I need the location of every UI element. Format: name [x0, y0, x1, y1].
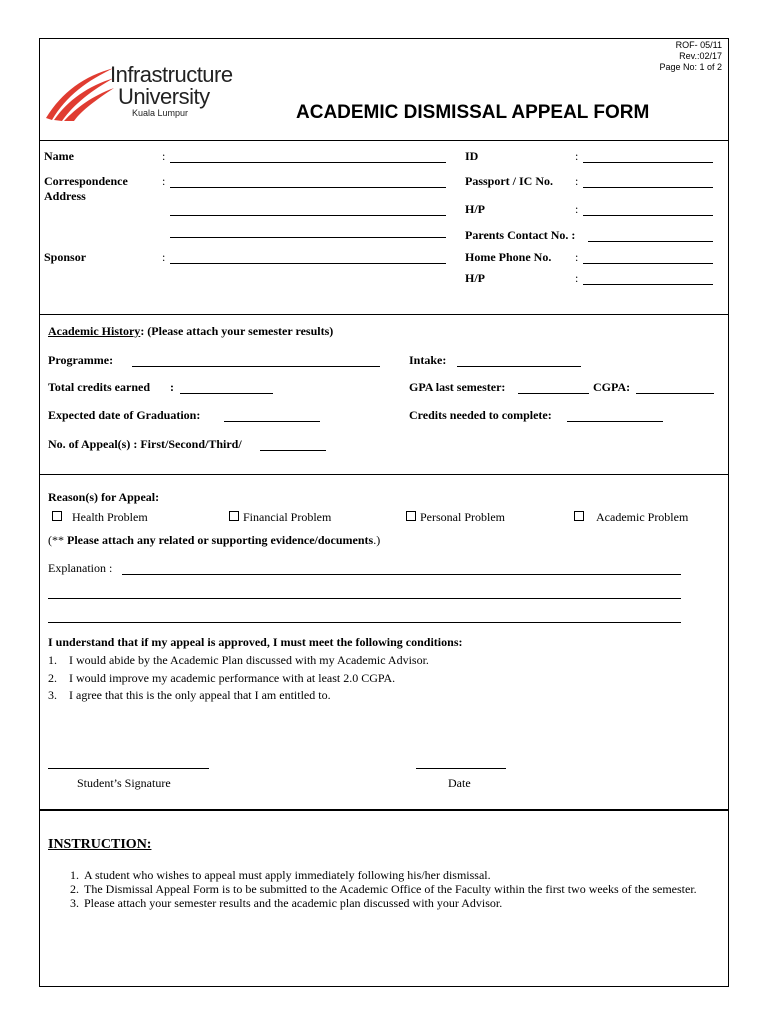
hp2-colon: :: [575, 271, 579, 285]
intake-field[interactable]: [457, 366, 581, 367]
cgpa-field[interactable]: [636, 393, 714, 394]
name-label: Name: [44, 149, 74, 163]
appeals-label: No. of Appeal(s) : First/Second/Third/: [48, 437, 242, 451]
logo-line2: University: [118, 84, 210, 109]
evidence-note-text: Please attach any related or supporting evidence/documents: [67, 533, 374, 547]
home-phone-label: Home Phone No.: [465, 250, 552, 264]
reason-academic-checkbox[interactable]: [574, 510, 688, 525]
logo-line1: Infrastructure: [110, 62, 233, 87]
programme-label: Programme:: [48, 353, 114, 367]
divider-personal: [39, 314, 729, 315]
id-colon: :: [575, 149, 579, 163]
condition-2-text: I would improve my academic performance with at least 2.0 CGPA.: [69, 671, 396, 685]
conditions-title: I understand that if my appeal is approved, I must meet the following conditions:: [48, 635, 463, 649]
total-credits-label: Total credits earned: [48, 380, 150, 394]
academic-history-heading: [48, 324, 333, 339]
total-credits-colon: :: [170, 380, 174, 394]
divider-instruction: [39, 809, 729, 811]
doc-ref-page: Page No: 1 of 2: [659, 62, 722, 72]
doc-ref-rev: Rev.:02/17: [679, 51, 722, 61]
graduation-field[interactable]: [224, 421, 320, 422]
correspondence-label-1: Correspondence: [44, 174, 128, 188]
address-field-line1[interactable]: [170, 187, 446, 188]
condition-2-num: 2.: [48, 671, 57, 685]
gpa-label: GPA last semester:: [409, 380, 506, 394]
checkbox-icon: [406, 511, 416, 521]
reason-health-label: Health Problem: [72, 510, 148, 524]
doc-ref-rof: ROF- 05/11: [675, 40, 722, 50]
explanation-field-line2[interactable]: [48, 598, 681, 599]
instruction-item-1: 1. A student who wishes to appeal must apply immediately following his/her dismissal.: [82, 868, 742, 882]
cgpa-label: CGPA:: [593, 380, 631, 394]
hp2-field[interactable]: [583, 284, 713, 285]
checkbox-icon: [574, 511, 584, 521]
doc-ref: [659, 40, 722, 73]
parents-contact-label: Parents Contact No. :: [465, 228, 576, 242]
evidence-note-open: (**: [48, 533, 67, 547]
hp2-label: H/P: [465, 271, 485, 285]
instruction-item-3: 3. Please attach your semester results and the academic plan discussed with your Advisor.: [82, 896, 742, 910]
instruction-item-2: 2. The Dismissal Appeal Form is to be submitted to the Academic Office of the Faculty within the first two weeks of the semester.: [82, 882, 742, 896]
condition-1-text: I would abide by the Academic Plan discussed with my Academic Advisor.: [69, 653, 429, 667]
passport-field[interactable]: [583, 187, 713, 188]
id-field[interactable]: [583, 162, 713, 163]
hp-field[interactable]: [583, 215, 713, 216]
reasons-title: Reason(s) for Appeal:: [48, 490, 160, 504]
address-field-line3[interactable]: [170, 237, 446, 238]
evidence-note-close: .): [373, 533, 381, 547]
sponsor-colon: :: [162, 250, 166, 264]
checkbox-icon: [229, 511, 239, 521]
student-signature-label: Student’s Signature: [77, 776, 171, 790]
address-field-line2[interactable]: [170, 215, 446, 216]
id-label: ID: [465, 149, 479, 163]
date-label: Date: [448, 776, 471, 790]
correspondence-label-2: Address: [44, 189, 86, 203]
reason-personal-label: Personal Problem: [420, 510, 505, 524]
reason-personal-checkbox[interactable]: [406, 510, 505, 525]
explanation-field-line1[interactable]: [122, 574, 681, 575]
logo-swoosh-icon: [44, 66, 116, 122]
instruction-list: [56, 868, 742, 910]
university-logo: [44, 62, 244, 132]
credits-needed-field[interactable]: [567, 421, 663, 422]
explanation-label: Explanation :: [48, 561, 113, 575]
reason-financial-label: Financial Problem: [243, 510, 332, 524]
reason-health-checkbox[interactable]: [52, 510, 148, 525]
academic-history-note: : (Please attach your semester results): [140, 324, 334, 338]
form-title: ACADEMIC DISMISSAL APPEAL FORM: [296, 102, 650, 123]
instruction-title: INSTRUCTION:: [48, 837, 152, 852]
home-phone-field[interactable]: [583, 263, 713, 264]
sponsor-field[interactable]: [170, 263, 446, 264]
divider-header: [39, 140, 729, 141]
intake-label: Intake:: [409, 353, 447, 367]
graduation-label: Expected date of Graduation:: [48, 408, 201, 422]
home-phone-colon: :: [575, 250, 579, 264]
total-credits-field[interactable]: [180, 393, 273, 394]
hp-label: H/P: [465, 202, 485, 216]
name-colon: :: [162, 149, 166, 163]
reason-academic-label: Academic Problem: [596, 510, 689, 524]
gpa-field[interactable]: [518, 393, 589, 394]
explanation-field-line3[interactable]: [48, 622, 681, 623]
parents-contact-field[interactable]: [588, 241, 713, 242]
credits-needed-label: Credits needed to complete:: [409, 408, 552, 422]
address-colon: :: [162, 174, 166, 188]
appeals-field[interactable]: [260, 450, 326, 451]
divider-academic: [39, 474, 729, 475]
name-field[interactable]: [170, 162, 446, 163]
logo-line3: Kuala Lumpur: [132, 108, 189, 118]
condition-1-num: 1.: [48, 653, 57, 667]
evidence-note: [48, 533, 380, 548]
date-field[interactable]: [416, 768, 506, 769]
hp-colon: :: [575, 202, 579, 216]
passport-label: Passport / IC No.: [465, 174, 554, 188]
academic-history-label: Academic History: [48, 324, 141, 338]
condition-3-text: I agree that this is the only appeal that I am entitled to.: [69, 688, 331, 702]
sponsor-label: Sponsor: [44, 250, 87, 264]
passport-colon: :: [575, 174, 579, 188]
condition-3-num: 3.: [48, 688, 57, 702]
programme-field[interactable]: [132, 366, 380, 367]
reason-financial-checkbox[interactable]: [229, 510, 331, 525]
student-signature-field[interactable]: [48, 768, 209, 769]
checkbox-icon: [52, 511, 62, 521]
